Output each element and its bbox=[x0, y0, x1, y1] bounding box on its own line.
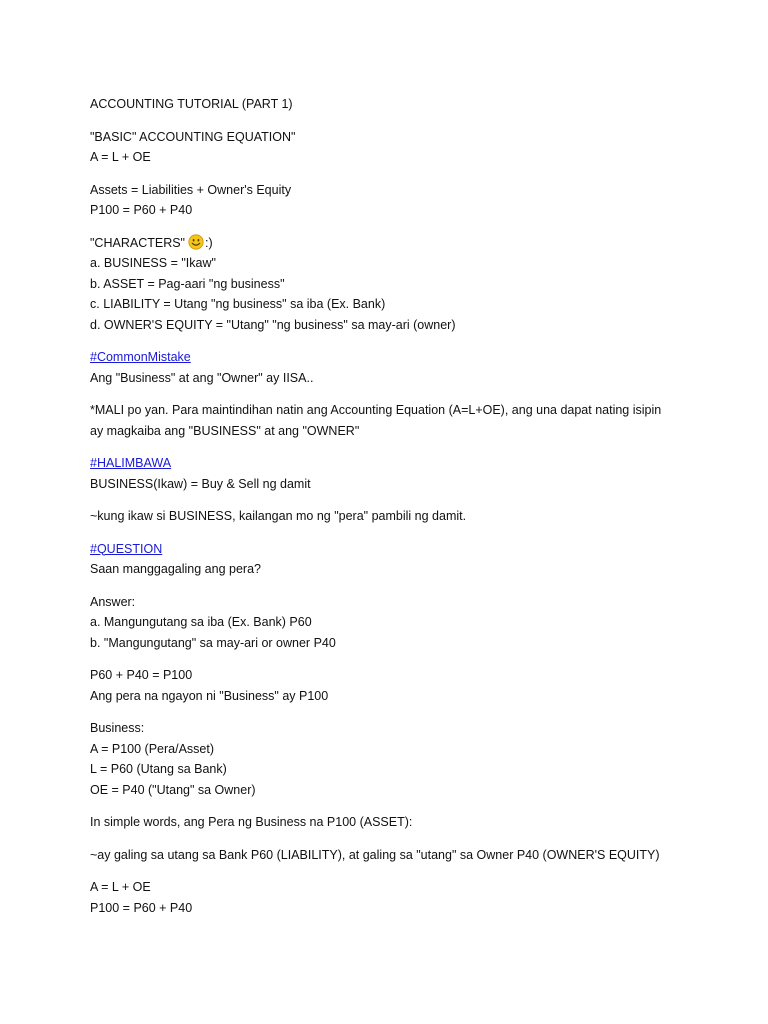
characters-heading bbox=[90, 233, 730, 254]
galing-text: ~ay galing sa utang sa Bank P60 (LIABILITY), at galing sa "utang" sa Owner P40 (OWNER'S EQUITY) bbox=[90, 847, 660, 862]
business-label: Business: bbox=[90, 721, 145, 735]
simple-words: In simple words, ang Pera ng Business na P100 (ASSET): bbox=[90, 815, 413, 829]
equation-long: Assets = Liabilities + Owner's Equity bbox=[90, 182, 292, 197]
hashtag-halimbawa[interactable] bbox=[90, 453, 730, 474]
final-equation: A = L + OE bbox=[90, 880, 151, 894]
hashtag-common-mistake[interactable] bbox=[90, 347, 730, 368]
common-mistake-text: Ang "Business" at ang "Owner" ay IISA.. bbox=[90, 370, 314, 385]
character-item: c. LIABILITY = Utang "ng business" sa iba (Ex. Bank) bbox=[90, 297, 386, 311]
equation-heading: "BASIC" ACCOUNTING EQUATION" bbox=[90, 129, 296, 144]
character-item: a. BUSINESS = "Ikaw" bbox=[90, 256, 216, 270]
mali-line-1: *MALI po yan. Para maintindihan natin ang Accounting Equation (A=L+OE), ang una dapat nating isipin bbox=[90, 403, 662, 417]
characters-suffix: :) bbox=[205, 235, 213, 250]
equation-values: P100 = P60 + P40 bbox=[90, 203, 193, 217]
mali-line-2: ay magkaiba ang "BUSINESS" at ang "OWNER" bbox=[90, 423, 360, 438]
kung-text: ~kung ikaw si BUSINESS, kailangan mo ng "pera" pambili ng damit. bbox=[90, 509, 467, 523]
sum-text: Ang pera na ngayon ni "Business" ay P100 bbox=[90, 688, 329, 703]
final-values: P100 = P60 + P40 bbox=[90, 900, 193, 915]
business-line: A = P100 (Pera/Asset) bbox=[90, 741, 215, 756]
equation-short: A = L + OE bbox=[90, 150, 151, 164]
hashtag-link[interactable]: #QUESTION bbox=[90, 541, 163, 556]
answer-label: Answer: bbox=[90, 594, 136, 609]
answer-item: a. Mangungutang sa iba (Ex. Bank) P60 bbox=[90, 615, 312, 629]
hashtag-link[interactable]: #CommonMistake bbox=[90, 350, 191, 364]
hashtag-question[interactable] bbox=[90, 539, 730, 560]
question-text: Saan manggagaling ang pera? bbox=[90, 562, 261, 576]
answer-item: b. "Mangungutang" sa may-ari or owner P40 bbox=[90, 635, 336, 650]
halimbawa-text: BUSINESS(Ikaw) = Buy & Sell ng damit bbox=[90, 476, 311, 491]
document-page bbox=[90, 94, 730, 918]
character-item: d. OWNER'S EQUITY = "Utang" "ng business" sa may-ari (owner) bbox=[90, 317, 456, 332]
hashtag-link[interactable]: #HALIMBAWA bbox=[90, 456, 172, 470]
business-line: L = P60 (Utang sa Bank) bbox=[90, 762, 227, 776]
business-line: OE = P40 ("Utang" sa Owner) bbox=[90, 782, 256, 797]
sum-line: P60 + P40 = P100 bbox=[90, 668, 193, 682]
character-item: b. ASSET = Pag-aari "ng business" bbox=[90, 276, 285, 291]
smiley-face-icon bbox=[188, 234, 204, 250]
doc-title: ACCOUNTING TUTORIAL (PART 1) bbox=[90, 97, 293, 111]
characters-label: "CHARACTERS" bbox=[90, 235, 185, 250]
